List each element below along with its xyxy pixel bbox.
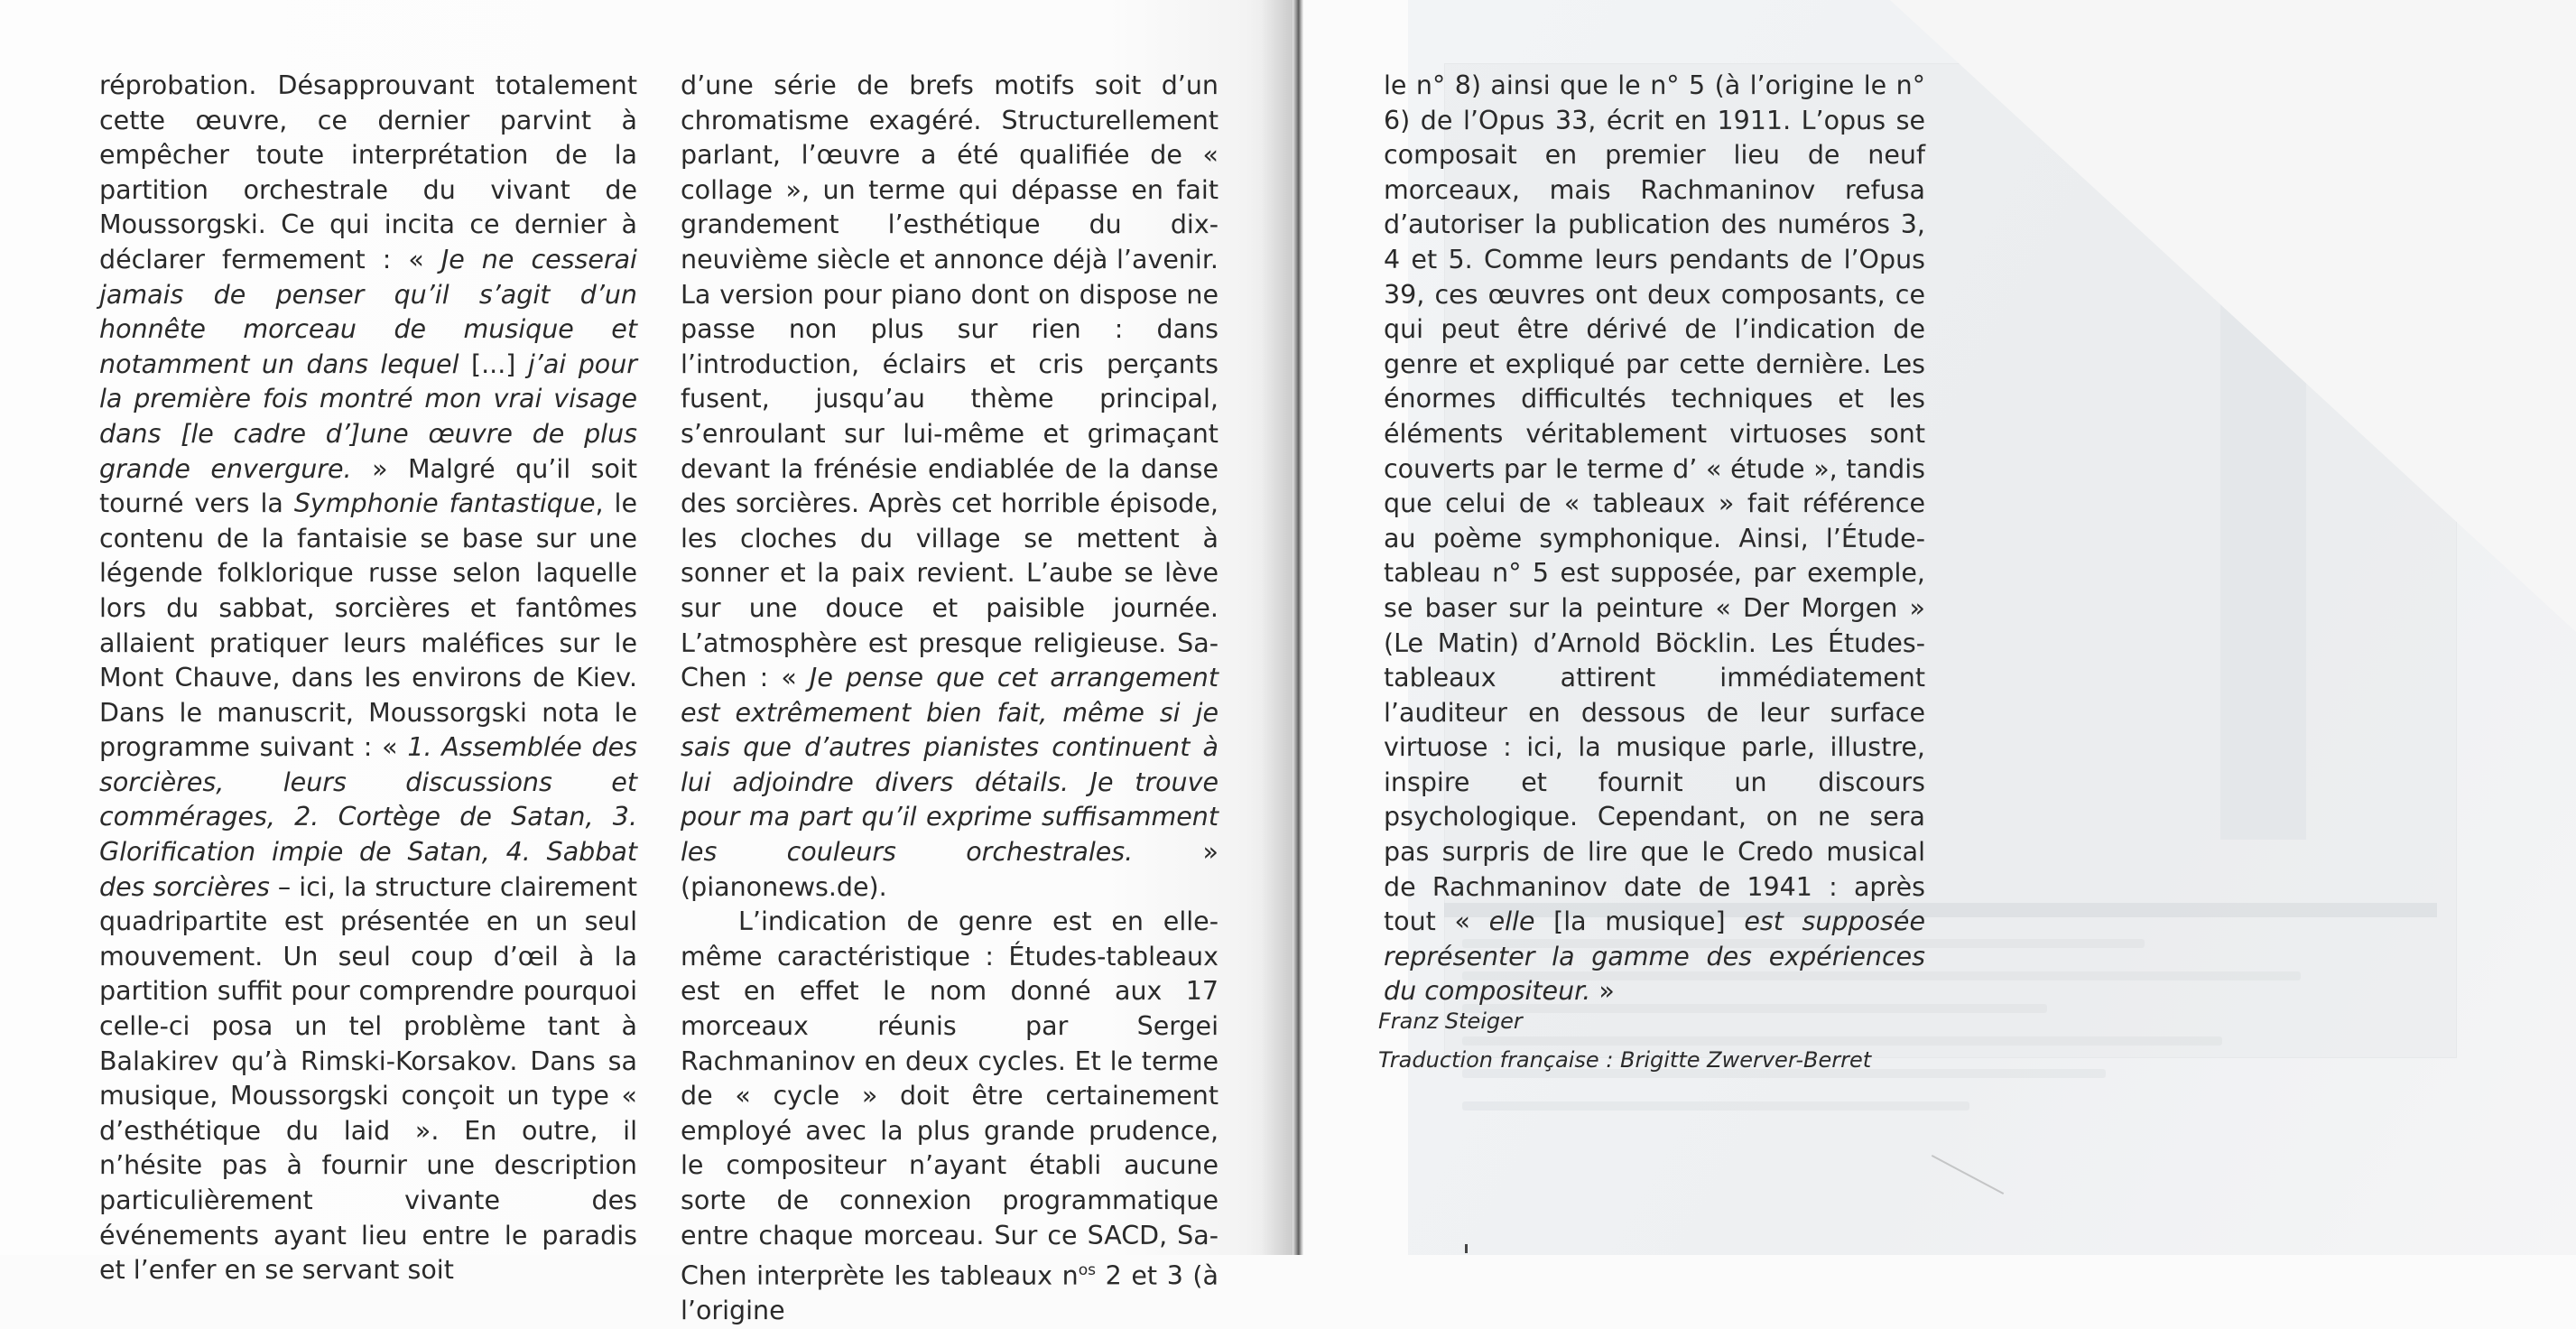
author-name: Franz Steiger (1378, 1008, 1523, 1034)
text-run: [...] (470, 349, 528, 379)
credits (1378, 1002, 1871, 1080)
superscript-run: os (1078, 1261, 1097, 1280)
italic-run: Je pense que cet arrangement est extrêmement bien fait, même si je sais que d’autres pianistes continuent à lui adjoindre divers détails. Je trouve pour ma part qu’il exprime suffisamment les couleurs orchestrales. (681, 663, 1219, 868)
paragraph (681, 69, 1219, 905)
text-run: 2 et 3 (à l’origine (681, 1260, 1219, 1326)
italic-run: Symphonie fantastique (293, 488, 596, 519)
italic-run: elle (1488, 906, 1535, 937)
italic-run: 1. Assemblée des sorcières, leurs discussions et commérages, 2. Cortège de Satan, 3. Glorification impie de Satan, 4. Sabbat des sorcières (99, 732, 638, 902)
booklet-spine (1293, 0, 1303, 1255)
text-run: » (pianonews.de). (681, 837, 1219, 902)
text-run: le n° 8) ainsi que le n° 5 (à l’origine le n° 6) de l’Opus 33, écrit en 1911. L’opus se composait en premier lieu de neuf morceaux, mais Rachmaninov refusa d’autoriser la publication des numéros 3, 4 et 5. Comme leurs pendants de l’Opus 39, ces œuvres ont deux composants, ce qui peut être dérivé de l’indication de genre et expliqué par cette dernière. Les énormes difficultés techniques et les éléments véritablement virtuoses sont couverts par le terme d’ « étude », tandis que celui de « tableaux » fait référence au poème symphonique. Ainsi, l’Étude-tableau n° 5 est supposée, par exemple, se baser sur la peinture « Der Morgen » (Le Matin) d’Arnold Böcklin. Les Études-tableaux attirent immédiatement l’auditeur en dessous de leur surface virtuose : ici, la musique parle, illustre, inspire et fournit un discours psychologique. Cependant, on ne sera pas surpris de lire que le Credo musical de Rachmaninov date de 1941 : après tout « (1384, 70, 1925, 937)
text-run: d’une série de brefs motifs soit d’un chromatisme exagéré. Structurellement parlant, l’œuvre a été qualifiée de « collage », un terme qui dépasse en fait grandement l’esthétique du dix-neuvième siècle et annonce déjà l’avenir. La version pour piano dont on dispose ne passe non plus sur rien : dans l’introduction, éclairs et cris perçants fusent, jusqu’au thème principal, s’enroulant sur lui-même et grimaçant devant la frénésie endiablée de la danse des sorcières. Après cet horrible épisode, les cloches du village se mettent à sonner et la paix revient. L’aube se lève sur une douce et paisible journée. L’atmosphère est presque religieuse. Sa-Chen : « (681, 70, 1219, 693)
text-run: L’indication de genre est en elle-même caractéristique : Études-tableaux est en effet le nom donné aux 17 morceaux réunis par Sergei Rachmaninov en deux cycles. Et le terme de « cycle » doit être certainement employé avec la plus grande prudence, le compositeur n’ayant établi aucune sorte de connexion programmatique entre chaque morceau. Sur ce SACD, Sa-Chen interprète les tableaux n (681, 906, 1219, 1291)
text-column-2 (681, 69, 1219, 1329)
paper-corner-fold (1890, 0, 2576, 632)
text-column-3 (1384, 69, 1925, 1009)
italic-run: j’ai pour la première fois montré mon vrai visage dans [le cadre d’]une œuvre de plus grande envergure. (99, 349, 637, 484)
translator-credit: Traduction française : Brigitte Zwerver-Berret (1378, 1047, 1872, 1073)
text-run: » (1590, 976, 1615, 1007)
italic-run: est supposée représenter la gamme des expériences du compositeur. (1384, 906, 1925, 1007)
paragraph (99, 69, 637, 1288)
scan-mark (1465, 1244, 1468, 1253)
text-column-1 (99, 69, 637, 1288)
text-run: » Malgré qu’il soit tourné vers la (99, 453, 637, 519)
text-run: [la musique] (1534, 906, 1745, 937)
spine-shadow (1246, 0, 1300, 1255)
paragraph (681, 905, 1219, 1329)
text-run: réprobation. Désapprouvant totalement cette œuvre, ce dernier parvint à empêcher toute interprétation de la partition orchestrale du vivant de Moussorgski. Ce qui incita ce dernier à déclarer fermement : « (99, 70, 637, 274)
text-run: – ici, la structure clairement quadripartite est présentée en un seul mouvement. Un seul coup d’œil à la partition suffit pour comprendre pourquoi celle-ci posa un tel problème tant à Balakirev qu’à Rimski-Korsakov. Dans sa musique, Moussorgski conçoit un type « d’esthétique du laid ». En outre, il n’hésite pas à fournir une description particulièrement vivante des événements ayant lieu entre le paradis et l’enfer en se servant soit (99, 871, 637, 1286)
paragraph (1384, 69, 1925, 1009)
italic-run: Je ne cesserai jamais de penser qu’il s’agit d’un honnête morceau de musique et notamment un dans lequel (99, 244, 637, 379)
text-run: , le contenu de la fantaisie se base sur une légende folklorique russe selon laquelle lors du sabbat, sorcières et fantômes allaient pratiquer leurs maléfices sur le Mont Chauve, dans les environs de Kiev. Dans le manuscrit, Moussorgski nota le programme suivant : « (99, 488, 637, 763)
